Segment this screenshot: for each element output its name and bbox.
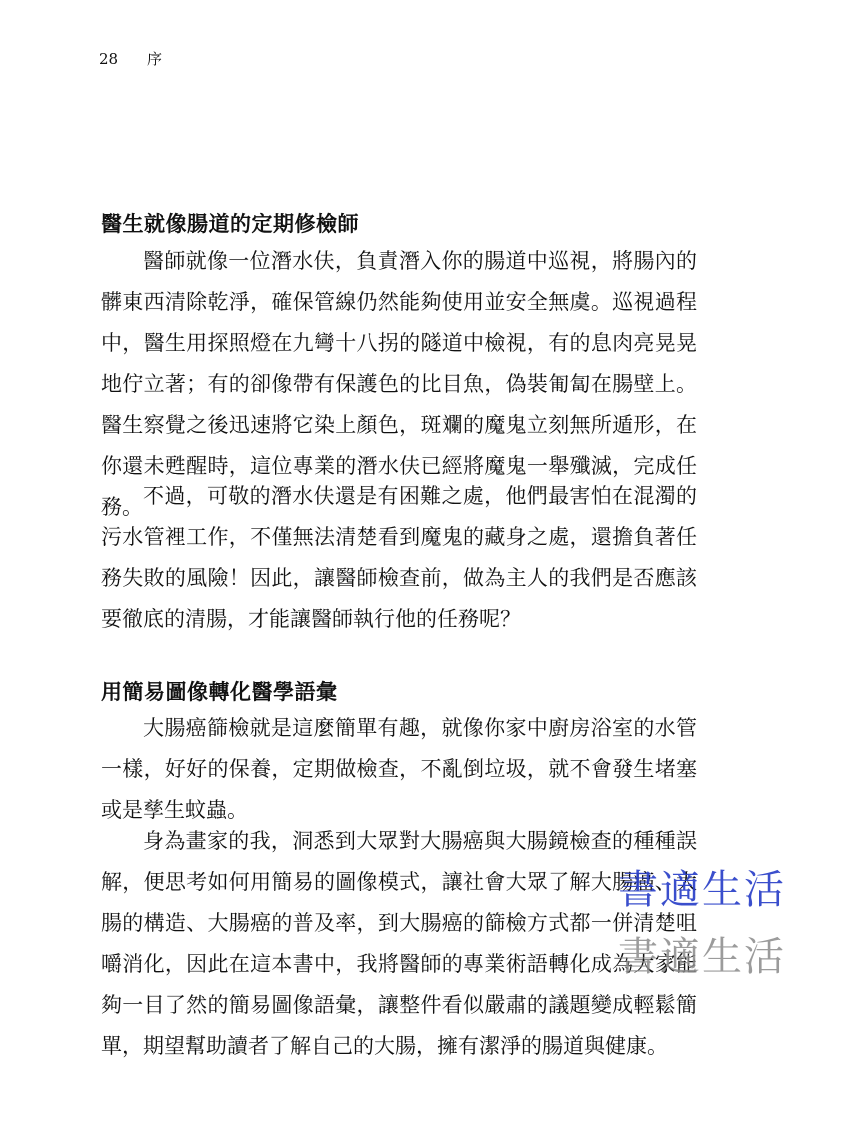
section-heading-imagery: 用簡易圖像轉化醫學語彙 [101, 680, 338, 704]
watermark-blue: 書適生活 [618, 867, 786, 913]
chapter-title: 序 [147, 50, 163, 68]
page-number: 28 [99, 50, 119, 68]
paragraph-1: 醫師就像一位潛水伕，負責潛入你的腸道中巡視，將腸內的髒東西清除乾淨，確保管線仍然能夠使用並安全無虞。巡視過程中，醫生用探照燈在九彎十八拐的隧道中檢視，有的息肉亮晃晃地佇立著；有的卻像帶有保護色的比目魚，偽裝匍匐在腸壁上。醫生察覺之後迅速將它染上顏色，斑斕的魔鬼立刻無所遁形，在你還未甦醒時，這位專業的潛水伕已經將魔鬼一舉殲滅，完成任務。 [101, 249, 697, 519]
paragraph-2: 不過，可敬的潛水伕還是有困難之處，他們最害怕在混濁的污水管裡工作，不僅無法清楚看到魔鬼的藏身之處，還擔負著任務失敗的風險！因此，讓醫師檢查前，做為主人的我們是否應該要徹底的清腸，才能讓醫師執行他的任務呢？ [101, 484, 697, 631]
watermark-gray: 書適生活 [618, 934, 786, 980]
paragraph-4: 身為畫家的我，洞悉到大眾對大腸癌與大腸鏡檢查的種種誤解，便思考如何用簡易的圖像模式，讓社會大眾了解大腸癌、大腸的構造、大腸癌的普及率，到大腸癌的篩檢方式都一併清楚咀嚼消化，因此在這本書中，我將醫師的專業術語轉化成為大家能夠一目了然的簡易圖像語彙，讓整件看似嚴肅的議題變成輕鬆簡單，期望幫助讀者了解自己的大腸，擁有潔淨的腸道與健康。 [101, 829, 697, 1058]
section-heading-doctor: 醫生就像腸道的定期修檢師 [101, 212, 359, 236]
paragraph-3: 大腸癌篩檢就是這麼簡單有趣，就像你家中廚房浴室的水管一樣，好好的保養，定期做檢查，不亂倒垃圾，就不會發生堵塞或是孳生蚊蟲。 [101, 716, 697, 822]
running-header [99, 48, 162, 69]
